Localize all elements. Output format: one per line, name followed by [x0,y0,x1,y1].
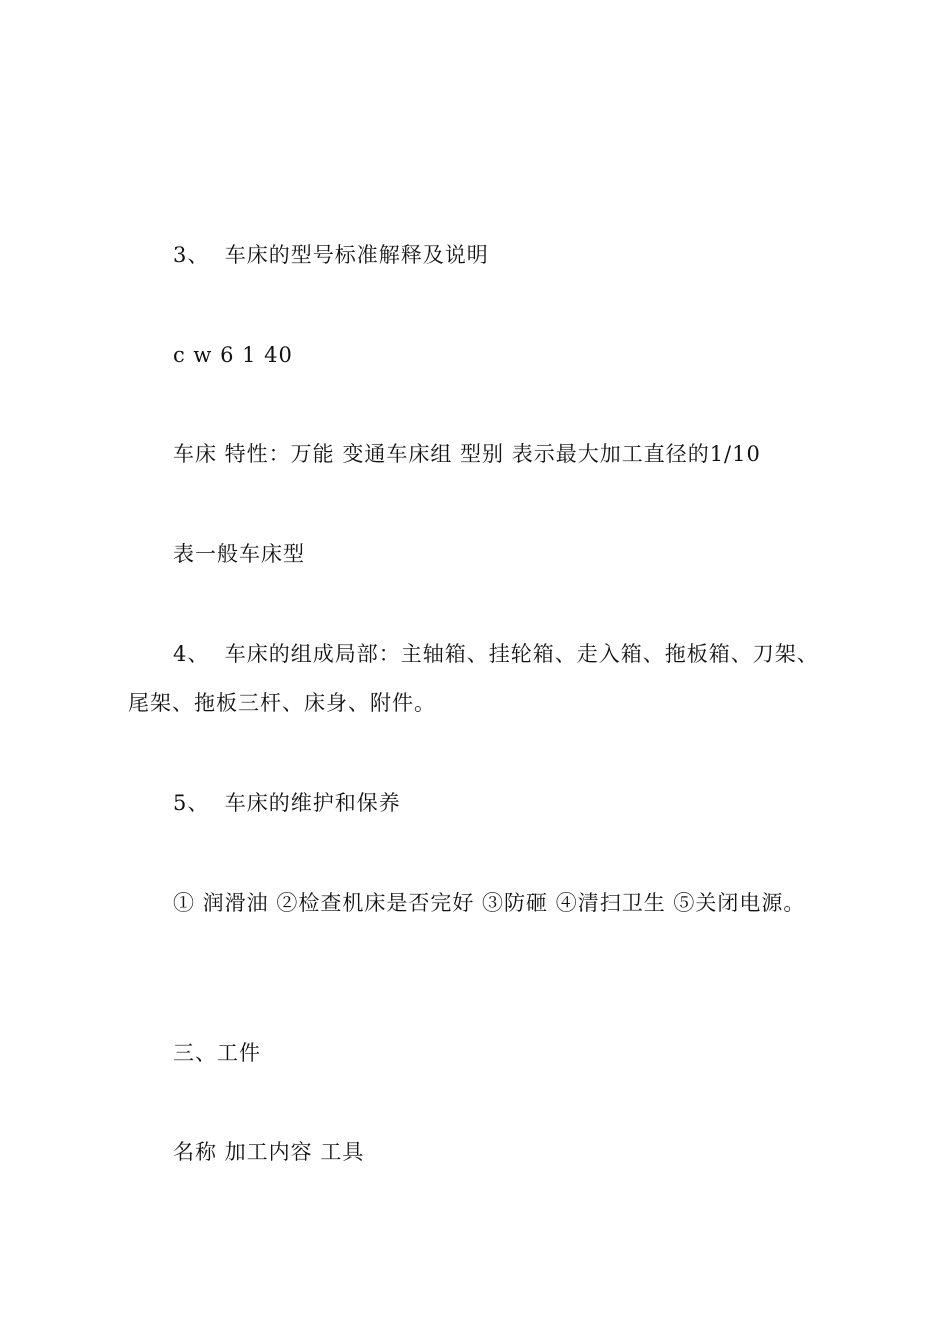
section-3-heading: 3、 车床的型号标准解释及说明 [173,243,489,267]
model-explanation-line: 车床 特性：万能 变通车床组 型别 表示最大加工直径的1/10 [173,442,761,466]
model-code-line: c w 6 1 40 [173,343,293,367]
section-4-paragraph-line-2: 尾架、拖板三杆、床身、附件。 [128,691,436,715]
model-note-line: 表一般车床型 [173,542,305,566]
workpiece-table-header: 名称 加工内容 工具 [173,1140,365,1164]
section-three-heading: 三、工件 [173,1041,261,1065]
maintenance-steps-line: ① 润滑油 ②检查机床是否完好 ③防砸 ④清扫卫生 ⑤关闭电源。 [173,891,806,915]
section-5-heading: 5、 车床的维护和保养 [173,791,401,815]
section-4-paragraph-line-1: 4、 车床的组成局部：主轴箱、挂轮箱、走入箱、拖板箱、刀架、 [173,642,819,666]
